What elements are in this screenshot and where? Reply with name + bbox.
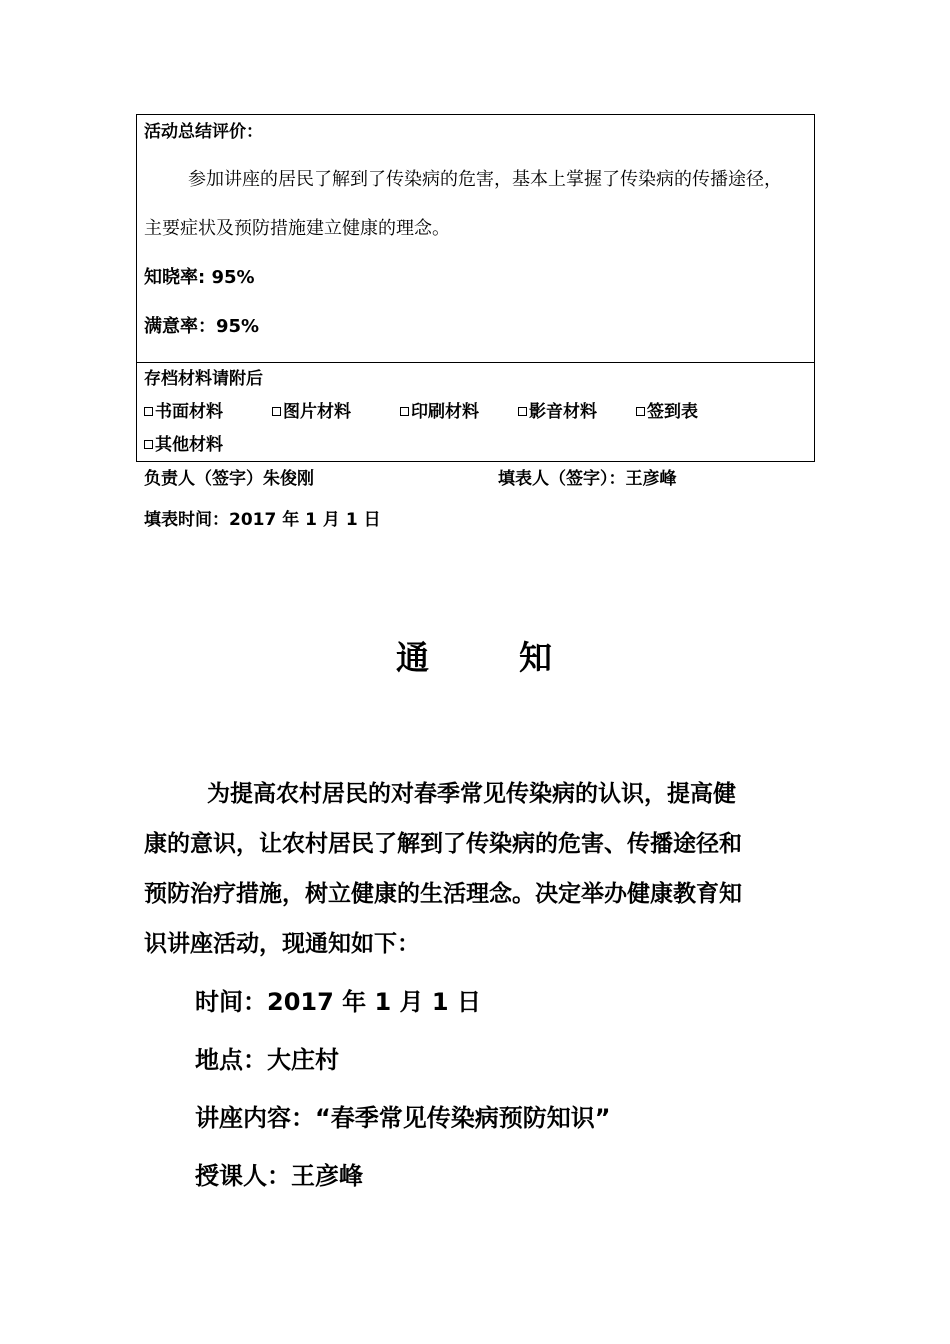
archive-heading: 存档材料请附后 [144, 369, 263, 389]
checkbox-label: 签到表 [647, 402, 698, 422]
checkbox-label: 影音材料 [529, 402, 597, 422]
checkbox-written-materials[interactable] [144, 397, 223, 422]
notice-paragraph-line4: 识讲座活动，现通知如下： [144, 931, 420, 957]
notice-title-left: 通 [396, 638, 429, 677]
checkbox-label: 印刷材料 [411, 402, 479, 422]
satisfaction-rate: 满意率：95% [144, 316, 260, 337]
checkbox-icon[interactable] [144, 407, 153, 416]
fill-date: 填表时间：2017 年 1 月 1 日 [144, 510, 381, 530]
summary-heading: 活动总结评价： [144, 122, 263, 142]
checkbox-sign-in-sheet[interactable] [636, 397, 698, 422]
notice-time: 时间：2017 年 1 月 1 日 [195, 988, 481, 1016]
notice-content: 讲座内容：“春季常见传染病预防知识” [195, 1104, 611, 1132]
notice-paragraph-line2: 康的意识，让农村居民了解到了传染病的危害、传播途径和 [144, 831, 742, 857]
checkbox-icon[interactable] [144, 440, 153, 449]
checkbox-icon[interactable] [272, 407, 281, 416]
notice-paragraph-line1: 为提高农村居民的对春季常见传染病的认识，提高健 [207, 781, 736, 807]
notice-lecturer: 授课人：王彦峰 [195, 1162, 363, 1190]
checkbox-icon[interactable] [400, 407, 409, 416]
notice-place: 地点：大庄村 [195, 1046, 339, 1074]
awareness-rate: 知晓率: 95% [144, 267, 255, 288]
summary-text-line1: 参加讲座的居民了解到了传染病的危害，基本上掌握了传染病的传播途径， [188, 169, 782, 190]
checkbox-icon[interactable] [518, 407, 527, 416]
checkbox-label: 书面材料 [155, 402, 223, 422]
summary-text-line2: 主要症状及预防措施建立健康的理念。 [144, 218, 450, 239]
checkbox-other-materials[interactable] [144, 430, 223, 455]
checkbox-label: 其他材料 [155, 435, 223, 455]
responsible-signature: 负责人（签字）朱俊刚 [144, 469, 314, 489]
notice-paragraph-line3: 预防治疗措施，树立健康的生活理念。决定举办健康教育知 [144, 881, 742, 907]
checkbox-audio-video-materials[interactable] [518, 397, 597, 422]
filler-signature: 填表人（签字）：王彦峰 [498, 469, 677, 489]
checkbox-label: 图片材料 [283, 402, 351, 422]
checkbox-printed-materials[interactable] [400, 397, 479, 422]
checkbox-picture-materials[interactable] [272, 397, 351, 422]
checkbox-icon[interactable] [636, 407, 645, 416]
notice-title-right: 知 [519, 638, 552, 677]
